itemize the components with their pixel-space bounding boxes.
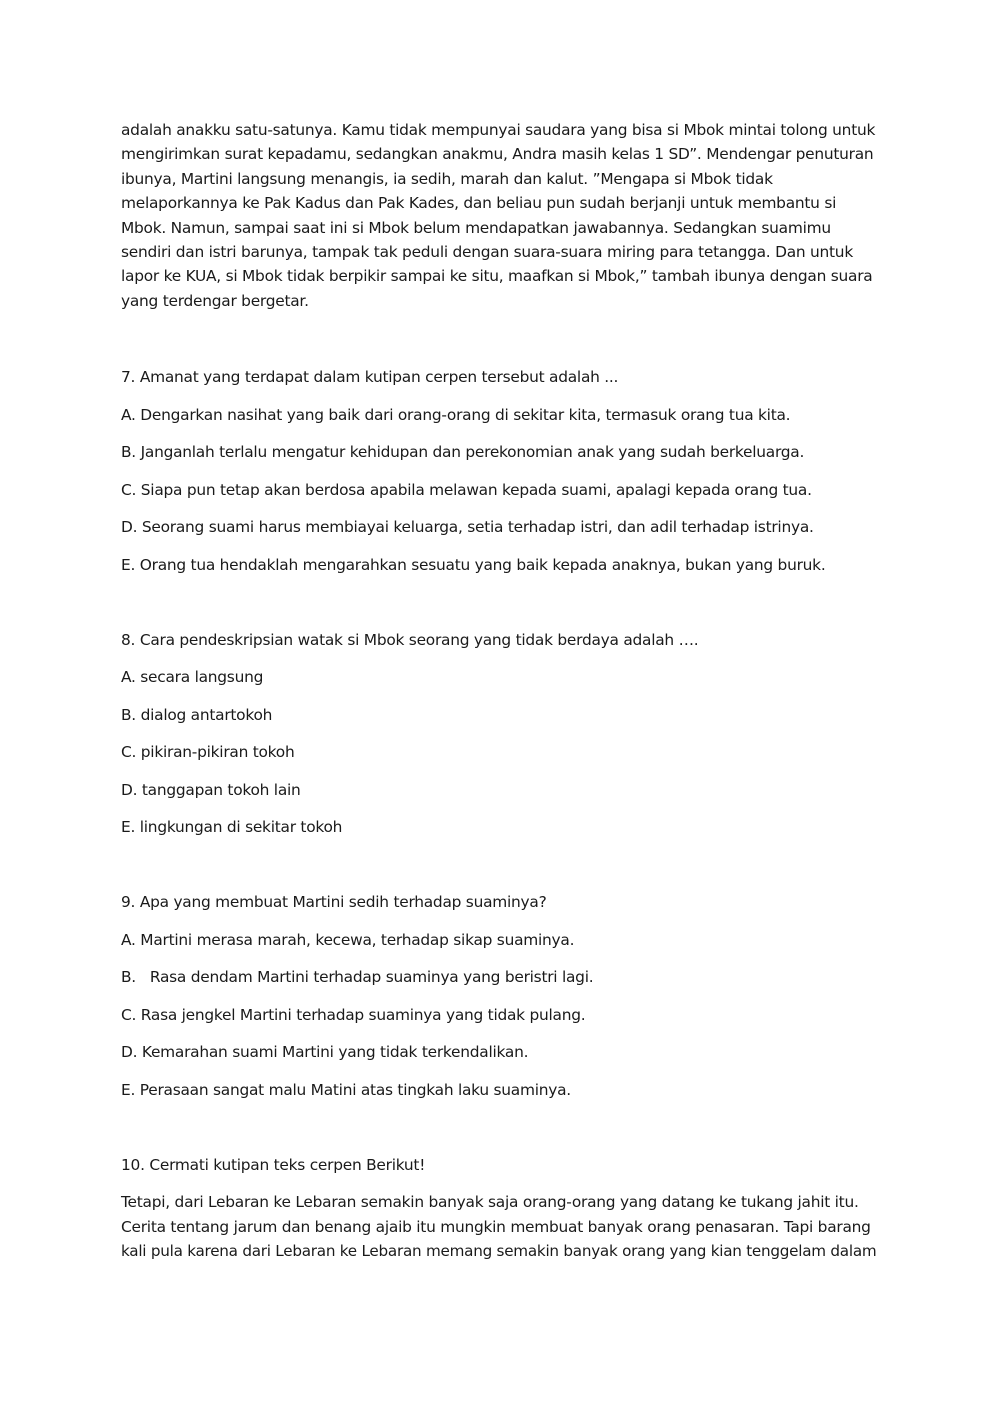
document-page — [121, 118, 881, 1263]
option-b: B. Janganlah terlalu mengatur kehidupan dan perekonomian anak yang sudah berkeluarga. — [121, 443, 805, 462]
option-e: E. lingkungan di sekitar tokoh — [121, 818, 343, 837]
excerpt-line: yang terdengar bergetar. — [121, 291, 309, 310]
option-c: C. pikiran-pikiran tokoh — [121, 743, 295, 762]
question-9 — [121, 890, 881, 1102]
excerpt-line: mengirimkan surat kepadamu, sedangkan anakmu, Andra masih kelas 1 SD”. Mendengar penuturan — [121, 145, 874, 164]
question-10 — [121, 1153, 881, 1264]
option-a: A. secara langsung — [121, 668, 264, 687]
option-d: D. tanggapan tokoh lain — [121, 780, 301, 799]
question-8 — [121, 628, 881, 840]
question-7 — [121, 365, 881, 577]
option-e: E. Orang tua hendaklah mengarahkan sesuatu yang baik kepada anaknya, bukan yang buruk. — [121, 555, 826, 574]
option-b: B. dialog antartokoh — [121, 705, 273, 724]
option-c: C. Siapa pun tetap akan berdosa apabila melawan kepada suami, apalagi kepada orang tua. — [121, 480, 812, 499]
question-text: 9. Apa yang membuat Martini sedih terhadap suaminya? — [121, 893, 547, 912]
story-excerpt — [121, 118, 881, 313]
option-c: C. Rasa jengkel Martini terhadap suaminya yang tidak pulang. — [121, 1005, 586, 1024]
option-d: D. Kemarahan suami Martini yang tidak terkendalikan. — [121, 1043, 529, 1062]
option-e: E. Perasaan sangat malu Matini atas tingkah laku suaminya. — [121, 1080, 571, 1099]
option-b: B. Rasa dendam Martini terhadap suaminya yang beristri lagi. — [121, 968, 594, 987]
excerpt-line: adalah anakku satu-satunya. Kamu tidak mempunyai saudara yang bisa si Mbok mintai tolong untuk — [121, 121, 876, 139]
excerpt-line: melaporkannya ke Pak Kadus dan Pak Kades, dan beliau pun sudah berjanji untuk membantu si — [121, 194, 837, 213]
excerpt-line: lapor ke KUA, si Mbok tidak berpikir sampai ke situ, maafkan si Mbok,” tambah ibunya dengan suara — [121, 267, 873, 286]
option-a: A. Dengarkan nasihat yang baik dari orang-orang di sekitar kita, termasuk orang tua kita. — [121, 405, 791, 424]
option-a: A. Martini merasa marah, kecewa, terhadap sikap suaminya. — [121, 930, 575, 949]
question-text: 10. Cermati kutipan teks cerpen Berikut! — [121, 1155, 426, 1174]
excerpt-line: sendiri dan istri barunya, tampak tak peduli dengan suara-suara miring para tetangga. Dan untuk — [121, 243, 853, 262]
question-text: 7. Amanat yang terdapat dalam kutipan cerpen tersebut adalah ... — [121, 368, 619, 387]
excerpt-line: Mbok. Namun, sampai saat ini si Mbok belum mendapatkan jawabannya. Sedangkan suamimu — [121, 218, 831, 237]
question-10-excerpt — [121, 1190, 881, 1263]
excerpt-line: Cerita tentang jarum dan benang ajaib itu mungkin membuat banyak orang penasaran. Tapi barang — [121, 1217, 871, 1236]
option-d: D. Seorang suami harus membiayai keluarga, setia terhadap istri, dan adil terhadap istrinya. — [121, 518, 814, 537]
excerpt-line: Tetapi, dari Lebaran ke Lebaran semakin banyak saja orang-orang yang datang ke tukang jahit itu. — [121, 1193, 859, 1212]
excerpt-line: ibunya, Martini langsung menangis, ia sedih, marah dan kalut. ”Mengapa si Mbok tidak — [121, 169, 773, 188]
excerpt-line: kali pula karena dari Lebaran ke Lebaran memang semakin banyak orang yang kian tenggelam dalam — [121, 1242, 877, 1261]
question-text: 8. Cara pendeskripsian watak si Mbok seorang yang tidak berdaya adalah …. — [121, 630, 699, 649]
